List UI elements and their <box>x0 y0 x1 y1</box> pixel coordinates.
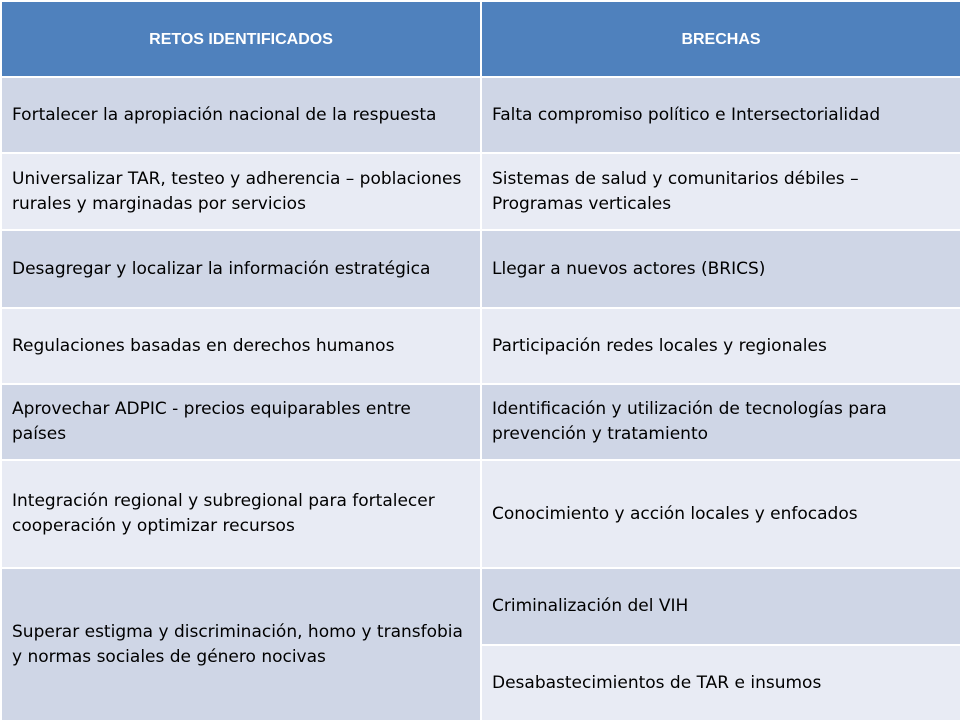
reto-cell: Desagregar y localizar la información estratégica <box>1 230 481 308</box>
table-row <box>1 153 960 230</box>
brecha-cell: Falta compromiso político e Intersectorialidad <box>481 77 960 153</box>
reto-cell: Integración regional y subregional para fortalecer cooperación y optimizar recursos <box>1 460 481 568</box>
brecha-cell: Conocimiento y acción locales y enfocados <box>481 460 960 568</box>
table-row <box>1 308 960 384</box>
table-row <box>1 384 960 460</box>
brecha-cell: Sistemas de salud y comunitarios débiles – Programas verticales <box>481 153 960 230</box>
header-row <box>1 1 960 77</box>
brecha-cell: Llegar a nuevos actores (BRICS) <box>481 230 960 308</box>
header-retos: RETOS IDENTIFICADOS <box>1 1 481 77</box>
brecha-cell: Participación redes locales y regionales <box>481 308 960 384</box>
reto-cell: Universalizar TAR, testeo y adherencia – poblaciones rurales y marginadas por servicios <box>1 153 481 230</box>
table-row <box>1 568 960 645</box>
reto-cell: Regulaciones basadas en derechos humanos <box>1 308 481 384</box>
brecha-cell: Criminalización del VIH <box>481 568 960 645</box>
reto-cell: Aprovechar ADPIC - precios equiparables entre países <box>1 384 481 460</box>
brecha-cell: Identificación y utilización de tecnologías para prevención y tratamiento <box>481 384 960 460</box>
brecha-cell: Desabastecimientos de TAR e insumos <box>481 645 960 721</box>
table-row <box>1 230 960 308</box>
table-row <box>1 460 960 568</box>
reto-cell: Fortalecer la apropiación nacional de la respuesta <box>1 77 481 153</box>
reto-cell: Superar estigma y discriminación, homo y transfobia y normas sociales de género nocivas <box>1 568 481 721</box>
table-row <box>1 77 960 153</box>
header-brechas: BRECHAS <box>481 1 960 77</box>
